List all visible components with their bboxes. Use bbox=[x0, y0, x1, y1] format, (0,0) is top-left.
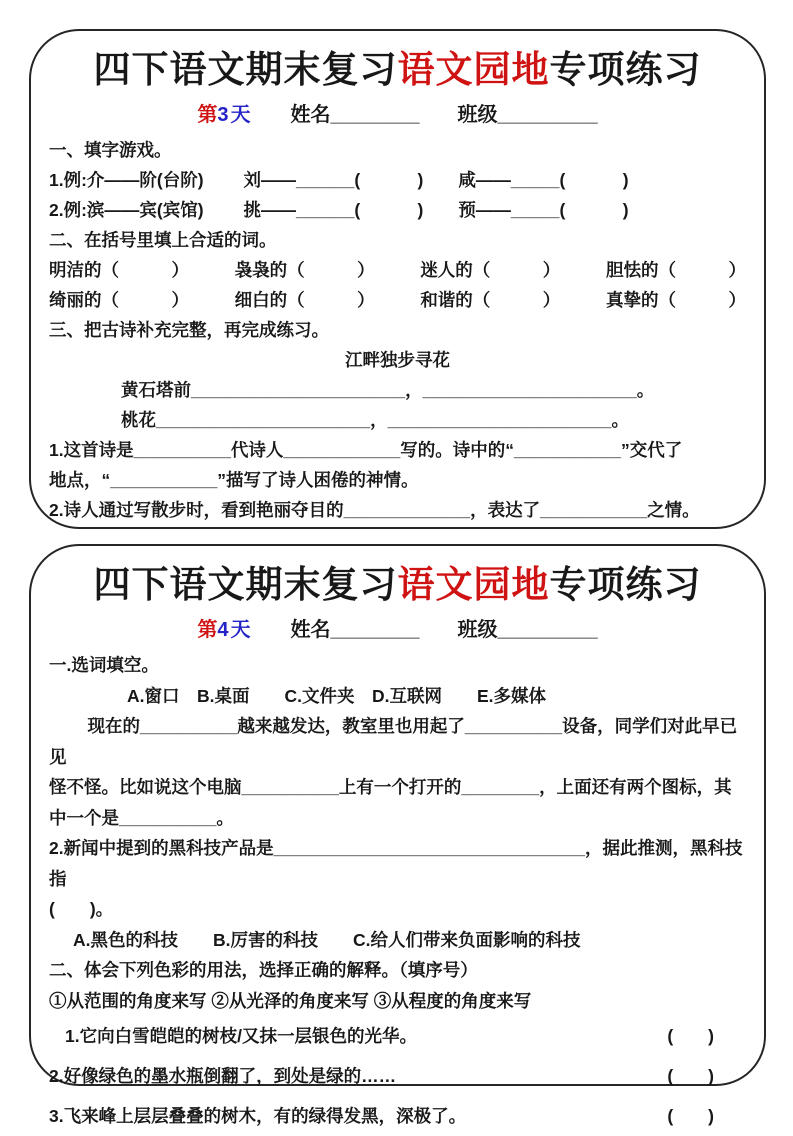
title-part1: 四下语文期末复习 bbox=[93, 564, 398, 605]
worksheet-title bbox=[43, 562, 752, 608]
title-part1: 四下语文期末复习 bbox=[93, 49, 398, 90]
word-cell: 细白的（ ） bbox=[234, 290, 375, 310]
color-item-3 bbox=[49, 1096, 746, 1136]
day-badge bbox=[197, 613, 252, 642]
word-grid-row-1 bbox=[49, 255, 746, 285]
word-grid-row-2 bbox=[49, 285, 746, 315]
paragraph-line-3: 中一个是__________。 bbox=[49, 807, 234, 828]
class-field bbox=[458, 98, 598, 127]
word-cell: 袅袅的（ ） bbox=[234, 260, 375, 280]
poem-title: 江畔独步寻花 bbox=[345, 350, 450, 370]
item-text: 1.它向白雪皑皑的树枝/又抹一层银色的光华。 bbox=[65, 1025, 417, 1046]
word-cell: 明洁的（ ） bbox=[49, 260, 189, 280]
answer-parens: ( ) bbox=[667, 1105, 714, 1126]
color-item-2 bbox=[49, 1056, 746, 1096]
paragraph-line-1: 现在的__________越来越发达，教室里也用起了__________设备，同学们对此早已见 bbox=[49, 716, 738, 767]
fill-char-line-1: 1.例:介——阶(台阶) 刘——______( ) 咸——_____( ) bbox=[49, 170, 629, 190]
fill-char-line-2: 2.例:滨——宾(宾馆) 挑——______( ) 预——_____( ) bbox=[49, 200, 629, 220]
name-field bbox=[291, 613, 420, 642]
question1-line-2: 地点，“___________”描写了诗人困倦的神情。 bbox=[49, 470, 419, 490]
name-blank: ________ bbox=[330, 619, 420, 641]
answer-parens: ( ) bbox=[667, 1025, 714, 1046]
subtitle-row bbox=[43, 98, 752, 127]
class-blank: _________ bbox=[497, 619, 598, 641]
title-part2: 专项练习 bbox=[549, 564, 702, 605]
word-cell: 胆怯的（ ） bbox=[605, 260, 746, 280]
card2-content bbox=[43, 648, 752, 1136]
word-cell: 和谐的（ ） bbox=[420, 290, 561, 310]
day-badge bbox=[197, 98, 252, 127]
section2-heading: 二、体会下列色彩的用法，选择正确的解释。（填序号） bbox=[49, 960, 478, 980]
worksheet-card-day3 bbox=[29, 29, 766, 529]
day-prefix: 第 bbox=[197, 619, 218, 641]
name-label: 姓名 bbox=[290, 104, 331, 126]
section1-heading: 一.选词填空。 bbox=[49, 655, 159, 675]
question1-line-1: 1.这首诗是__________代诗人____________写的。诗中的“___________”交代了 bbox=[49, 440, 683, 460]
day-prefix: 第 bbox=[197, 104, 218, 126]
day-number: 4天 bbox=[217, 619, 253, 641]
choice-line: A.黑色的科技 B.厉害的科技 C.给人们带来负面影响的科技 bbox=[73, 929, 581, 950]
word-cell: 绮丽的（ ） bbox=[49, 290, 189, 310]
worksheet-card-day4 bbox=[29, 544, 766, 1126]
name-field bbox=[291, 98, 420, 127]
section2-heading: 二、在括号里填上合适的词。 bbox=[49, 230, 277, 250]
subtitle-row bbox=[43, 613, 752, 642]
item-text: 2.好像绿色的墨水瓶倒翻了，到处是绿的…… bbox=[49, 1065, 397, 1086]
worksheet-title bbox=[43, 47, 752, 93]
paragraph-line-2: 怪不怪。比如说这个电脑__________上有一个打开的________，上面还有两个图标，其 bbox=[49, 777, 732, 797]
word-cell: 迷人的（ ） bbox=[420, 260, 561, 280]
question2-line-2: ( )。 bbox=[49, 899, 114, 919]
section1-heading: 一、填字游戏。 bbox=[49, 140, 172, 160]
name-blank: ________ bbox=[330, 104, 420, 126]
class-blank: _________ bbox=[497, 104, 598, 126]
question2-line: 2.诗人通过写散步时，看到艳丽夺目的_____________，表达了___________之情。 bbox=[49, 500, 700, 520]
hint-line: ①从范围的角度来写 ②从光泽的角度来写 ③从程度的角度来写 bbox=[49, 990, 532, 1011]
day-number: 3天 bbox=[217, 104, 253, 126]
title-part2: 专项练习 bbox=[549, 49, 702, 90]
poem-line-1: 黄石塔前______________________，______________________。 bbox=[121, 380, 655, 400]
class-label: 班级 bbox=[457, 104, 498, 126]
answer-parens: ( ) bbox=[667, 1065, 714, 1086]
item-text: 3.飞来峰上层层叠叠的树木，有的绿得发黑，深极了。 bbox=[49, 1105, 467, 1126]
title-highlight: 语文园地 bbox=[397, 49, 550, 90]
class-field bbox=[458, 613, 598, 642]
word-cell: 真挚的（ ） bbox=[605, 290, 746, 310]
color-item-1 bbox=[49, 1016, 746, 1056]
word-bank-line: A.窗口 B.桌面 C.文件夹 D.互联网 E.多媒体 bbox=[127, 685, 547, 706]
section3-heading: 三、把古诗补充完整，再完成练习。 bbox=[49, 320, 329, 340]
question2-line-1: 2.新闻中提到的黑科技产品是________________________________，据此推测，黑科技指 bbox=[49, 838, 743, 889]
title-highlight: 语文园地 bbox=[397, 564, 550, 605]
card1-content bbox=[43, 133, 752, 525]
poem-line-2: 桃花______________________，_______________________。 bbox=[121, 410, 629, 430]
name-label: 姓名 bbox=[290, 619, 331, 641]
class-label: 班级 bbox=[457, 619, 498, 641]
